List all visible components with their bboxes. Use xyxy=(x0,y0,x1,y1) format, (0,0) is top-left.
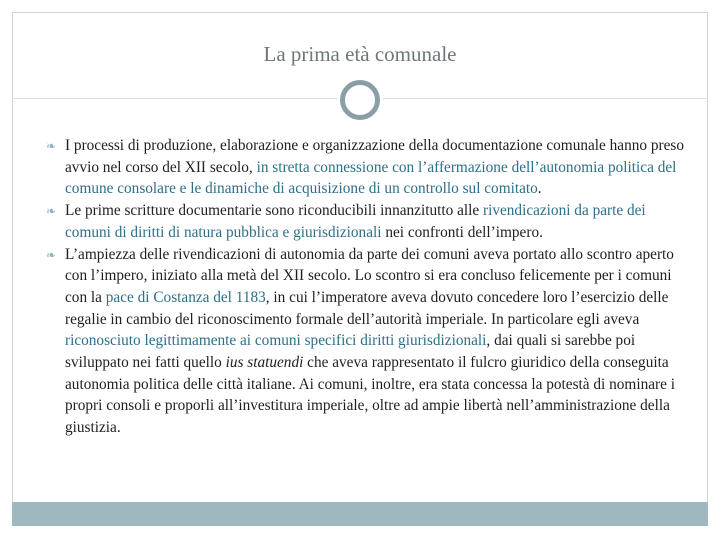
bullet-item xyxy=(46,135,686,200)
bullet-text xyxy=(65,246,675,437)
highlighted-text: rivendicazioni da parte dei comuni di diritti di natura pubblica e giurisdizionali xyxy=(65,202,646,241)
text-segment: nei confronti dell’impero. xyxy=(381,223,543,241)
slide-body xyxy=(46,135,686,439)
italic-text: ius statuendi xyxy=(225,354,304,372)
text-segment: , dai quali si sarebbe poi sviluppato nei fatti quello xyxy=(65,332,636,372)
highlighted-text: riconosciuto legittimamente ai comuni specifici diritti giurisdizionali xyxy=(65,332,487,350)
bullet-item xyxy=(46,244,686,439)
text-segment: I processi di produzione, elaborazione e organizzazione della documentazione comunale hanno preso avvio nel corso del XII secolo, xyxy=(65,137,684,176)
bullet-icon: ❧ xyxy=(46,204,57,219)
bullet-item xyxy=(46,200,686,243)
text-segment: L’ampiezza delle rivendicazioni di autonomia da parte dei comuni aveva portato allo scontro aperto con l’impero, iniziato alla metà del XII secolo. Lo scontro si era concluso felicemente per i comuni con la xyxy=(65,245,674,306)
text-segment: . xyxy=(537,180,542,198)
bullet-icon: ❧ xyxy=(46,247,57,262)
bullet-text xyxy=(65,202,646,241)
text-segment: Le prime scritture documentarie sono riconducibili innanzitutto alle xyxy=(65,202,483,220)
highlighted-text: pace di Costanza del 1183 xyxy=(105,288,266,306)
bullet-text xyxy=(65,137,684,197)
text-segment: che aveva rappresentato il fulcro giuridico della conseguita autonomia politica delle città italiane. Ai comuni, inoltre, era stata concessa la potestà di nominare i propri consoli e proporli all’investitura imperiale, oltre ad ampie libertà nell’amministrazione della giustizia. xyxy=(65,354,675,437)
highlighted-text: in stretta connessione con l’affermazione dell’autonomia politica del comune consolare e le dinamiche di acquisizione di un controllo sul comitato xyxy=(65,158,677,198)
footer-accent-bar xyxy=(12,502,708,526)
circle-ornament-icon xyxy=(340,80,380,120)
slide-title: La prima età comunale xyxy=(263,42,457,66)
text-segment: , in cui l’imperatore aveva dovuto concedere loro l’esercizio delle regalie in cambio del riconoscimento formale dell’autorità imperiale. In particolare egli aveva xyxy=(65,288,669,328)
bullet-icon: ❧ xyxy=(46,139,57,153)
